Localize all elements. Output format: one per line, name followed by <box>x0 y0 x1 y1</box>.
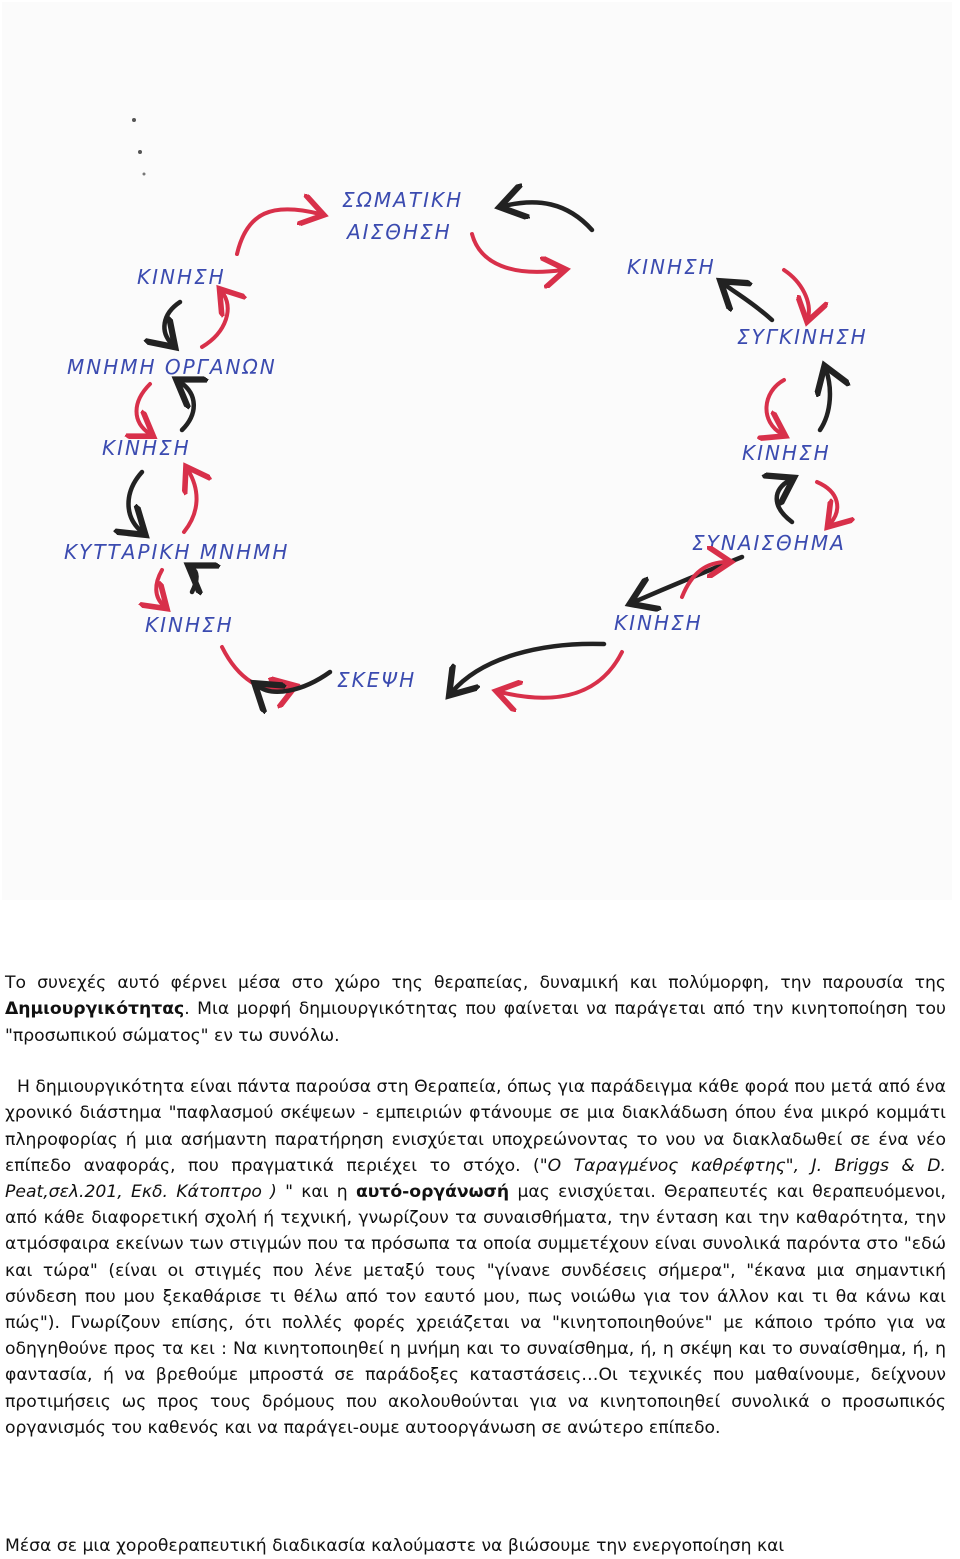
p3-text: Μέσα σε μια χοροθεραπευτική διαδικασία καλούμαστε να βιώσουμε την ενεργοποίηση και <box>5 1536 785 1557</box>
paragraph-therapy <box>5 1074 946 1441</box>
arrow-red-2 <box>472 234 562 272</box>
p1-text-end: . Μια μορφή δημιουργικότητας που φαίνεται να παράγεται από την κινητοποίηση του "προσωπικού σώματος" εν τω συνόλω. <box>5 999 946 1046</box>
label-kinisi-bottom-left: ΚΙΝΗΣΗ <box>145 613 234 637</box>
arrow-black-3 <box>820 370 830 430</box>
cycle-arrows <box>129 202 838 697</box>
arrow-red-8 <box>222 647 292 690</box>
arrow-black-1 <box>504 202 592 230</box>
label-mnimi-organon: ΜΝΗΜΗ ΟΡΓΑΝΩΝ <box>67 355 277 379</box>
arrow-red-5 <box>817 482 837 524</box>
arrow-black-7 <box>258 672 330 692</box>
arrow-red-10 <box>184 470 197 532</box>
p2-text-part2: " και η <box>276 1182 356 1202</box>
cycle-diagram-svg <box>2 2 952 900</box>
label-skepsi: ΣΚΕΨΗ <box>337 668 417 692</box>
label-kinisi-top-left: ΚΙΝΗΣΗ <box>137 265 226 289</box>
arrow-black-8 <box>192 568 197 592</box>
arrow-red-9 <box>156 570 164 606</box>
arrow-red-4 <box>766 380 784 434</box>
arrow-black-6 <box>452 644 604 692</box>
label-kyttariki-mnimi: ΚΥΤΤΑΡΙΚΗ ΜΝΗΜΗ <box>64 540 290 564</box>
arrow-red-7 <box>500 652 622 698</box>
label-sygkinisi: ΣΥΓΚΙΝΗΣΗ <box>737 325 868 349</box>
label-synaisthima: ΣΥΝΑΙΣΘΗΜΑ <box>692 531 846 555</box>
arrow-red-3 <box>784 270 809 318</box>
label-somatiki: ΣΩΜΑΤΙΚΗ <box>342 188 464 212</box>
label-kinisi-right: ΚΙΝΗΣΗ <box>742 441 831 465</box>
arrow-black-9 <box>129 472 143 532</box>
p1-text-start: Το συνεχές αυτό φέρνει μέσα στο χώρο της θεραπείας, δυναμική και πολύμορφη, την παρουσία της <box>5 973 946 994</box>
arrow-red-11 <box>137 384 151 434</box>
p2-citation: Ο Ταραγμένος καθρέφτης", J. Briggs & D. Peat,σελ.201, Εκδ. Κάτοπτρο ) <box>5 1155 946 1202</box>
label-kinisi-left: ΚΙΝΗΣΗ <box>102 436 191 460</box>
arrow-red-1 <box>237 209 320 254</box>
label-kinisi-bottom-right: ΚΙΝΗΣΗ <box>614 611 703 635</box>
hand-drawn-diagram <box>2 2 952 900</box>
scan-specks <box>132 118 146 176</box>
arrow-black-10 <box>180 382 194 430</box>
arrow-black-4 <box>777 480 792 522</box>
p1-bold-term: Δημιουργικότητας <box>5 999 185 1020</box>
p2-bold-term: αυτό-οργάνωσή <box>355 1182 510 1202</box>
p2-text-part3: μας ενισχύεται. Θεραπευτές και θεραπευόμενοι, από κάθε διαφορετική σχολή ή τεχνική, γνωρίζουν τα συναισθήματα, την ένταση και την καθαρότητα, την ατμόσφαιρα εκείνων των στιγμών που τα πρόσωπα τα οποία συμμετέχουν είναι συνολικά παρόντα στο "εδώ και τώρα" (είναι οι στιγμές που λένε μεταξύ τους "γίνανε συνδέσεις σήμερα", "έκανα μια σημαντική σύνδεση που μου ξεκαθάρισε τι θέλω από τον εαυτό μου, πως νοιώθω για τον άλλον και τι θα κάνω και πώς"). Γνωρίζουν επίσης, ότι πολλές φορές χρειάζεται να "κινητοποιηθούνε" με κάποιο τρόπο για να οδηγηθούνε προς τα κει : Να κινητοποιηθεί η μνήμη και το συναίσθημα, ή, η σκέψη και το συναίσθημα, ή, η φαντασία, ή να βρεθούμε μπροστά σε παράδοξες καταστάσεις…Οι τεχνικές που μαθαίνουμε, δείχνουν προτιμήσεις ως προς τους δρόμους που ακολουθούνται για να κινητοποιηθεί συνολικά ο προσωπικός οργανισμός του καθενός και να παράγει-ουμε αυτοοργάνωση σε ανώτερο επίπεδο. <box>5 1182 946 1438</box>
arrow-black-2 <box>724 284 772 320</box>
paragraph-dance-therapy <box>5 1533 946 1559</box>
p2-text-part1: Η δημιουργικότητα είναι πάντα παρούσα στη Θεραπεία, όπως για παράδειγμα κάθε φορά που μετά από ένα χρονικό διάστημα "παφλασμού σκέψεων - εμπειριών φτάνουμε σε μια διακλάδωση όπου ένα μικρό κομμάτι πληροφορίας ή μια ασήμαντη παρατήρηση ενισχύεται υποχρεώνοντας το νου να διακλαδωθεί σε ένα νέο επίπεδο αναφοράς, που πραγματικά περιέχει το στόχο. (" <box>5 1077 946 1176</box>
arrow-red-12 <box>202 292 228 347</box>
arrow-black-11 <box>164 302 180 344</box>
paragraph-creativity <box>5 970 946 1049</box>
label-aisthisi: ΑΙΣΘΗΣΗ <box>347 220 452 244</box>
label-kinisi-top-right: ΚΙΝΗΣΗ <box>627 255 716 279</box>
